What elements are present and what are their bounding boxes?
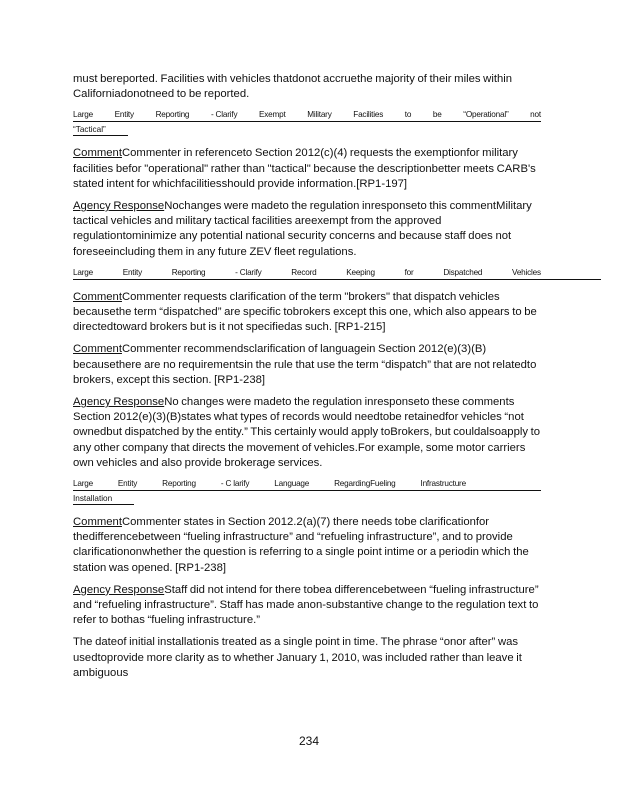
heading-word: Infrastructure: [420, 479, 466, 489]
heading-word: Language: [274, 479, 310, 489]
comment-text: Commenter requests clarification of the term "brokers" that dispatch vehicles becausethe term “dispatched” are specific tobrokers except this one, which also appears to be directedtoward brokers but is it not specifiedas such. [RP1-215]: [73, 290, 537, 334]
heading-word: Entity: [117, 479, 138, 489]
body-paragraph: [73, 635, 541, 681]
heading-word: Keeping: [346, 267, 375, 277]
heading-word: - C larify: [220, 479, 250, 489]
comment-text: Commenter in referenceto Section 2012(c)(4) requests the exemptionfor military facilities befor "operational" rather than "tactical" because the descriptionbetter meets CARB's stated intent for whichfacilitiesshould provide information.[RP1-197]: [73, 147, 536, 190]
heading-word: “Operational”: [463, 110, 509, 120]
agency-response-label: Agency Response: [73, 583, 165, 596]
comment-label: Comment: [73, 290, 122, 303]
heading-word: Record: [291, 267, 317, 277]
heading-word: Military: [307, 110, 332, 120]
heading-row: [73, 478, 541, 491]
heading-continuation: Installation: [73, 491, 134, 505]
heading-word: Large: [73, 267, 93, 277]
comment-label: Comment: [73, 343, 122, 356]
heading-word: - Clarify: [210, 110, 238, 120]
heading-word: Dispatched: [443, 267, 483, 277]
comment-label: Comment: [73, 147, 122, 160]
page-content: [73, 72, 541, 688]
heading-continuation: “Tactical”: [73, 122, 128, 136]
heading-word: RegardingFueling: [334, 479, 396, 489]
agency-response-label: Agency Response: [73, 200, 165, 213]
heading-word: for: [404, 267, 414, 277]
heading-word: Facilities: [353, 110, 384, 120]
agency-response-text: No changes were madeto the regulation inresponseto these comments Section 2012(e)(3)(B)states what types of records would needtobe retainedfor vehicles “not ownedbut dispatched by the entity.” This certainly would apply toBrokers, but couldalsoapply to any other company that directs the movement of vehicles.For example, some motor carriers own vehicles and also provide brokerage services.: [73, 396, 541, 469]
body-text: The dateof initial installationis treated as a single point in time. The phrase “onor after” was usedtoprovide more clarity as to whether January 1, 2010, was included rather than leave it ambiguous: [73, 636, 522, 679]
comment-label: Comment: [73, 516, 122, 529]
heading-word: - Clarify: [235, 267, 262, 277]
heading-word: Large: [73, 110, 93, 120]
page-number: 234: [298, 734, 320, 748]
heading-word: Reporting: [171, 267, 206, 277]
heading-word: Reporting: [155, 110, 190, 120]
agency-response-paragraph: [73, 583, 541, 629]
intro-paragraph: must bereported. Facilities with vehicles thatdonot accruethe majority of their miles within Californiadonotneed to be reported.: [73, 73, 513, 101]
heading-word: to: [404, 110, 412, 120]
section-heading-dispatched: [73, 267, 541, 280]
agency-response-paragraph: [73, 395, 541, 471]
heading-word: Exempt: [259, 110, 286, 120]
agency-response-text: Staff did not intend for there tobea differencebetween “fueling infrastructure” and “refueling infrastructure”. Staff has made anon-substantive change to the regulation text to refer to bothas “fueling infrastructure.”: [73, 583, 539, 627]
heading-word: Large: [73, 479, 93, 489]
heading-word: be: [432, 110, 442, 120]
section-heading-fueling: [73, 478, 541, 505]
agency-response-paragraph: [73, 199, 541, 260]
comment-paragraph: [73, 146, 541, 192]
heading-row: [73, 267, 601, 280]
heading-word: Reporting: [162, 479, 196, 489]
comment-paragraph: [73, 515, 541, 576]
agency-response-text: Nochanges were madeto the regulation inresponseto this commentMilitary tactical vehicles and military tactical facilities areexempt from the approved regulationtominimize any potential national security concerns and because staff does not foreseeincluding them in any future ZEV fleet regulations.: [73, 200, 532, 258]
heading-word: Entity: [122, 267, 142, 277]
comment-text: Commenter recommendsclarification of languagein Section 2012(e)(3)(B) becausethere are no requirementsin the rule that use the term “dispatch” that are not relatedto brokers, except this section. [RP1-238]: [73, 343, 537, 386]
heading-word: not: [530, 110, 541, 120]
agency-response-label: Agency Response: [73, 396, 165, 409]
heading-word: Vehicles: [512, 267, 541, 277]
comment-paragraph: [73, 290, 541, 336]
heading-word: Entity: [114, 110, 134, 120]
heading-row: [73, 109, 541, 122]
section-heading-military: [73, 109, 541, 136]
comment-paragraph: [73, 342, 541, 388]
comment-text: Commenter states in Section 2012.2(a)(7) there needs tobe clarificationfor thedifferencebetween “fueling infrastructure” and “refueling infrastructure”, and to provide clarificationonwhether the question is referring to a single point intime or a periodin which the station was opened. [RP1-238]: [73, 516, 529, 574]
